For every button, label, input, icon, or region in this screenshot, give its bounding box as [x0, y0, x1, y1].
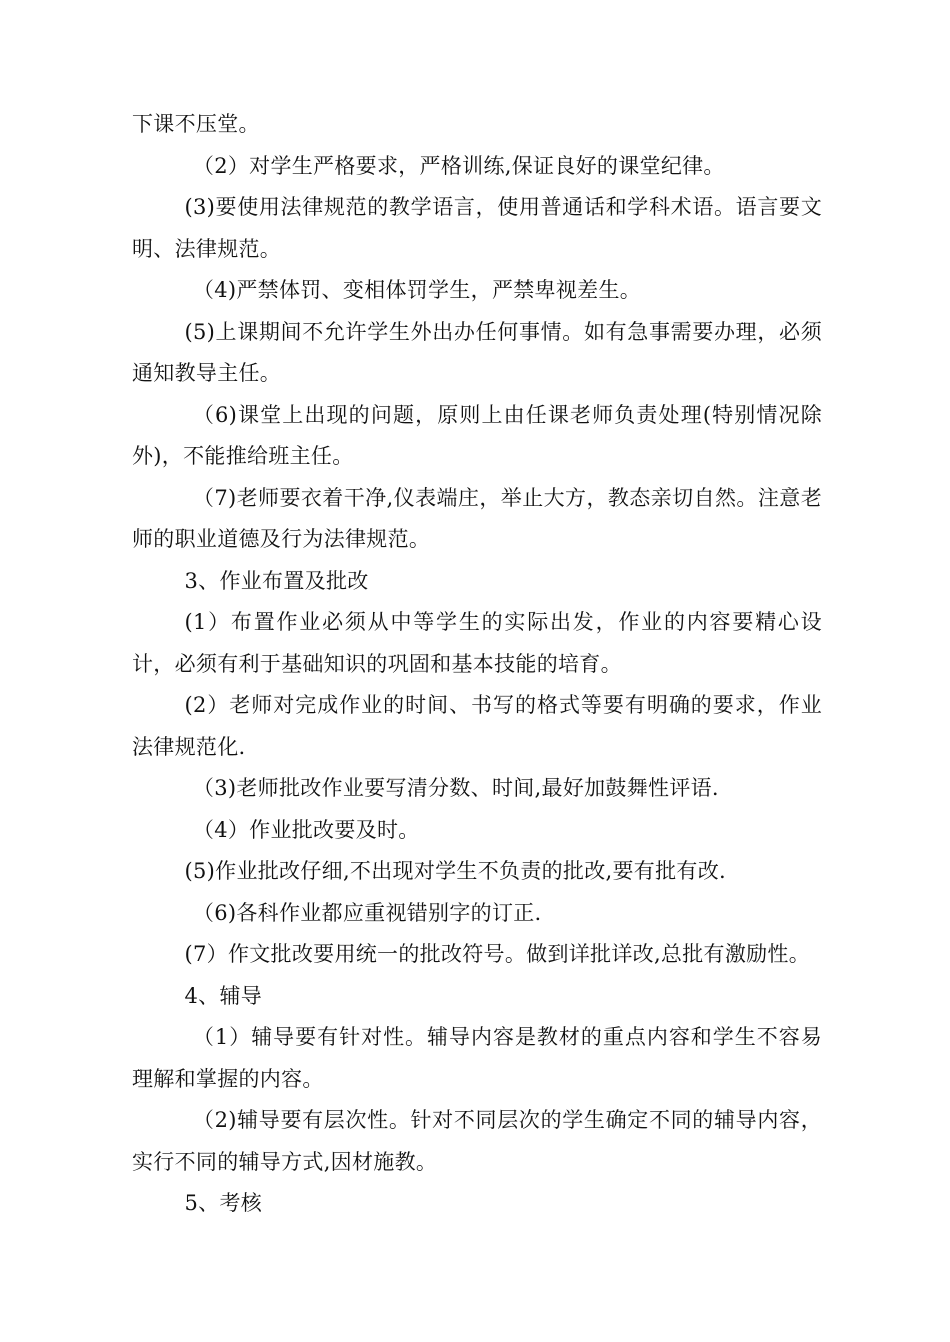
section-heading-tutoring: 4、辅导: [184, 983, 263, 1008]
paragraph-item-7: （7)老师要衣着干净,仪表端庄，举止大方，教态亲切自然。注意老师的职业道德及行为法律规范。: [132, 485, 822, 551]
homework-item-6: （6)各科作业都应重视错别字的订正.: [192, 900, 542, 925]
section-heading-assessment: 5、考核: [184, 1191, 263, 1215]
homework-item-7: (7）作文批改要用统一的批改符号。做到详批详改,总批有激励性。: [184, 942, 811, 966]
tutoring-item-1: （1）辅导要有针对性。辅导内容是教材的重点内容和学生不容易理解和掌握的内容。: [132, 1025, 822, 1091]
paragraph-item-4: （4)严禁体罚、变相体罚学生，严禁卑视差生。: [192, 278, 642, 302]
paragraph-item-5: (5)上课期间不允许学生外出办任何事情。如有急事需要办理，必须通知教导主任。: [132, 319, 822, 385]
homework-item-4: （4）作业批改要及时。: [192, 817, 420, 842]
tutoring-item-2: （2)辅导要有层次性。针对不同层次的学生确定不同的辅导内容，实行不同的辅导方式,因材施教。: [132, 1108, 822, 1174]
homework-item-1: (1）布置作业必须从中等学生的实际出发，作业的内容要精心设计，必须有利于基础知识的巩固和基本技能的培育。: [132, 610, 822, 676]
homework-item-3: （3)老师批改作业要写清分数、时间,最好加鼓舞性评语.: [192, 776, 719, 800]
homework-item-2: (2）老师对完成作业的时间、书写的格式等要有明确的要求，作业法律规范化.: [132, 693, 822, 759]
paragraph-item-2: （2）对学生严格要求，严格训练,保证良好的课堂纪律。: [192, 153, 725, 178]
section-heading-homework: 3、作业布置及批改: [184, 568, 369, 593]
paragraph-item-6: （6)课堂上出现的问题，原则上由任课老师负责处理(特别情况除外)，不能推给班主任。: [132, 402, 822, 468]
homework-item-5: (5)作业批改仔细,不出现对学生不负责的批改,要有批有改.: [184, 859, 726, 883]
paragraph-item-3: (3)要使用法律规范的教学语言，使用普通话和学科术语。语言要文明、法律规范。: [132, 195, 822, 261]
paragraph-continuation: 下课不压堂。: [132, 112, 260, 136]
document-body: [132, 104, 822, 1225]
